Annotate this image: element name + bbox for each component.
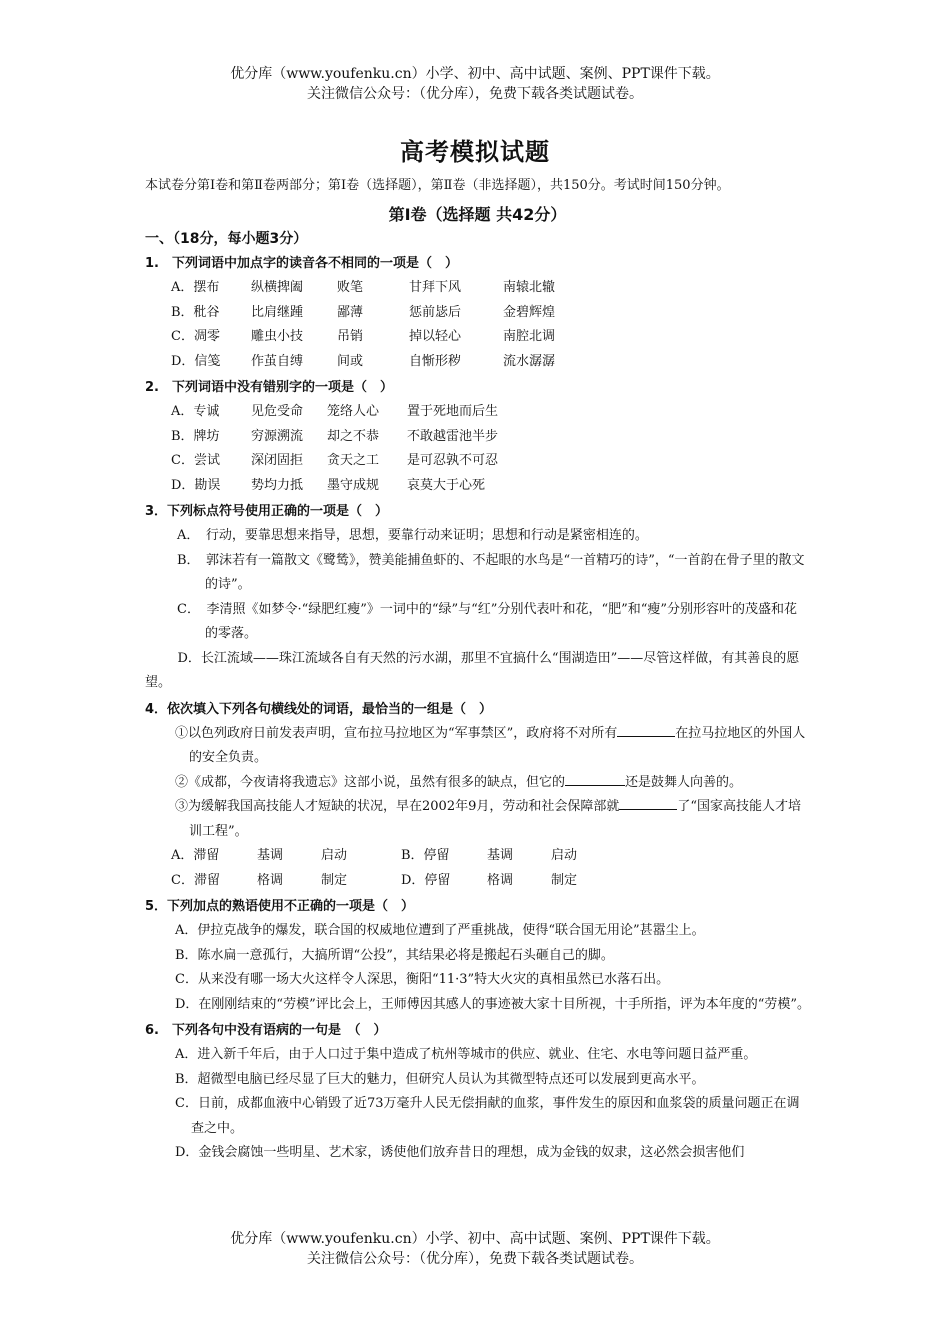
q1-option-b <box>145 301 810 326</box>
q1-cell: D．信笺 <box>171 353 221 369</box>
q4-choice-cell: 制定 <box>551 872 578 888</box>
q4-choice-cell: 启动 <box>321 848 348 863</box>
q2-cell: 是可忍孰不可忍 <box>407 453 499 468</box>
q2-option-a <box>145 400 810 425</box>
q1-cell: 南腔北调 <box>503 329 556 344</box>
q1-cell: 流水潺潺 <box>503 353 556 369</box>
q1-option-a <box>145 276 810 301</box>
header-line-2: 关注微信公众号：（优分库），免费下载各类试题试卷。 <box>307 86 643 102</box>
q5-option-d: D．在刚刚结束的“劳模”评比会上，王师傅因其感人的事迹被大家十目所视，十手所指，评为本年度的“劳模”。 <box>175 996 811 1012</box>
header-line-1: 优分库（www.youfenku.cn）小学、初中、高中试题、案例、PPT课件下载。 <box>230 66 720 82</box>
question-6-stem: 6. 下列各句中没有语病的一句是 （ ） <box>145 1023 387 1038</box>
section-heading: 一、（18分，每小题3分） <box>145 231 308 247</box>
q3-option-a: A． 行动，要靠思想来指导，思想，要靠行动来证明；思想和行动是紧密相连的。 <box>177 528 648 543</box>
q4-s2-after: 还是鼓舞人向善的。 <box>625 774 743 790</box>
q1-cell: 南辕北辙 <box>503 280 556 295</box>
q4-choice-cell: C．滞留 <box>171 872 220 888</box>
question-1-stem: 1. 下列词语中加点字的读音各不相同的一项是（ ） <box>145 256 458 271</box>
q4-s1-after: 在拉马拉地区的外国人的安全负责。 <box>189 725 806 765</box>
q2-cell: A．专诚 <box>171 404 220 419</box>
q1-cell: 纵横捭阖 <box>251 280 304 295</box>
q4-choice-cell: 制定 <box>321 872 348 888</box>
q2-cell: B．牌坊 <box>171 428 220 444</box>
header-banner <box>0 64 950 104</box>
q4-s1-before: ①以色列政府日前发表声明，宣布拉马拉地区为“军事禁区”，政府将不对所有 <box>175 725 618 741</box>
q1-option-c <box>145 325 810 350</box>
q4-sentence-3 <box>145 795 810 844</box>
q1-cell: 惩前毖后 <box>409 304 462 320</box>
q2-cell: 贪天之工 <box>327 453 380 468</box>
q1-cell: 吊销 <box>337 329 364 344</box>
exam-intro: 本试卷分第Ⅰ卷和第Ⅱ卷两部分；第Ⅰ卷（选择题），第Ⅱ卷（非选择题），共150分。考试时间150分钟。 <box>145 178 730 193</box>
q6-option-b: B．超微型电脑已经尽显了巨大的魅力，但研究人员认为其微型特点还可以发展到更高水平。 <box>175 1071 705 1087</box>
q6-option-c: C．日前，成都血液中心销毁了近73万毫升人民无偿捐献的血浆，事件发生的原因和血浆袋的质量问题正在调查之中。 <box>175 1096 800 1136</box>
q4-choices-cd <box>145 869 810 894</box>
q4-choice-cell: 基调 <box>487 848 514 863</box>
q4-choice-cell: 格调 <box>257 872 284 888</box>
q2-cell: 见危受命 <box>251 404 304 419</box>
q1-cell: 雕虫小技 <box>251 329 304 344</box>
q4-choice-cell: B．停留 <box>401 848 450 863</box>
q2-cell: C．尝试 <box>171 453 220 468</box>
q1-cell: 掉以轻心 <box>409 329 462 344</box>
q1-cell: 败笔 <box>337 280 364 295</box>
q1-cell: C．凋零 <box>171 329 220 344</box>
q1-cell: 金碧辉煌 <box>503 304 556 320</box>
footer-banner <box>0 1229 950 1269</box>
exam-title: 高考模拟试题 <box>400 138 550 166</box>
q2-cell: 势均力抵 <box>251 477 304 493</box>
q1-cell: B．秕谷 <box>171 304 220 320</box>
exam-content <box>145 174 810 1166</box>
blank-line <box>617 722 675 737</box>
question-2-stem: 2. 下列词语中没有错别字的一项是（ ） <box>145 380 393 395</box>
q3-option-d: D．长江流域——珠江流域各自有天然的污水湖，那里不宜搞什么“围湖造田”——尽管这样做，有其善良的愿望。 <box>145 650 800 690</box>
q1-cell: 作茧自缚 <box>251 353 304 369</box>
q1-cell: 甘拜下风 <box>409 280 462 295</box>
q1-cell: 比肩继踵 <box>251 304 304 320</box>
q4-s2-before: ②《成都，今夜请将我遗忘》这部小说，虽然有很多的缺点，但它的 <box>175 774 566 790</box>
q6-option-a: A．进入新千年后，由于人口过于集中造成了杭州等城市的供应、就业、住宅、水电等问题日益严重。 <box>175 1047 757 1062</box>
q2-cell: 穷源溯流 <box>251 428 304 444</box>
q4-choice-cell: D．停留 <box>401 872 451 888</box>
footer-line-1: 优分库（www.youfenku.cn）小学、初中、高中试题、案例、PPT课件下载。 <box>230 1231 720 1247</box>
q4-s3-before: ③为缓解我国高技能人才短缺的状况，早在2002年9月，劳动和社会保障部就 <box>175 799 620 814</box>
q2-cell: 笼络人心 <box>327 404 380 419</box>
q1-cell: 鄙薄 <box>337 304 364 320</box>
q4-choice-cell: 格调 <box>487 872 514 888</box>
q6-option-d: D．金钱会腐蚀一些明星、艺术家，诱使他们放弃昔日的理想，成为金钱的奴隶，这必然会损害他们 <box>175 1145 745 1160</box>
q4-sentence-2 <box>145 771 810 796</box>
part-heading: 第Ⅰ卷（选择题 共42分） <box>388 205 567 224</box>
question-4-stem: 4．依次填入下列各句横线处的词语，最恰当的一组是（ ） <box>145 701 493 717</box>
q2-option-c <box>145 449 810 474</box>
question-5-stem: 5．下列加点的熟语使用不正确的一项是（ ） <box>145 899 415 914</box>
q3-option-b: B． 郭沫若有一篇散文《鹭鸶》，赞美能捕鱼虾的、不起眼的水鸟是“一首精巧的诗”，“一首韵在骨子里的散文的诗”。 <box>177 552 805 592</box>
blank-line <box>619 795 677 810</box>
q1-cell: 间或 <box>337 353 364 369</box>
q2-cell: 深闭固拒 <box>251 453 304 468</box>
q4-s3-after: 了“国家高技能人才培训工程”。 <box>189 799 802 839</box>
q5-option-b: B．陈水扁一意孤行，大搞所谓“公投”，其结果必将是搬起石头砸自己的脚。 <box>175 947 614 963</box>
q2-option-b <box>145 425 810 450</box>
q2-cell: 墨守成规 <box>327 477 380 493</box>
q3-option-c: C． 李清照《如梦令·“绿肥红瘦”》一词中的“绿”与“红”分别代表叶和花，“肥”和“瘦”分别形容叶的茂盛和花的零落。 <box>177 601 798 641</box>
footer-line-2: 关注微信公众号：（优分库），免费下载各类试题试卷。 <box>307 1251 643 1267</box>
q2-cell: 置于死地而后生 <box>407 404 499 419</box>
q4-choices-ab <box>145 844 810 869</box>
q1-option-d <box>145 350 810 375</box>
q2-cell: D．勘误 <box>171 477 221 493</box>
q4-choice-cell: A．滞留 <box>171 848 220 863</box>
q5-option-c: C．从来没有哪一场大火这样令人深思，衡阳“11·3”特大火灾的真相虽然已水落石出。 <box>175 972 670 987</box>
q2-option-d <box>145 474 810 499</box>
blank-line <box>565 771 625 786</box>
q1-cell: A．摆布 <box>171 280 220 295</box>
question-3-stem: 3．下列标点符号使用正确的一项是（ ） <box>145 504 389 519</box>
q2-cell: 却之不恭 <box>327 428 380 444</box>
q5-option-a: A．伊拉克战争的爆发，联合国的权威地位遭到了严重挑战，使得“联合国无用论”甚嚣尘上。 <box>175 923 705 938</box>
q2-cell: 不敢越雷池半步 <box>407 428 499 444</box>
q1-cell: 自惭形秽 <box>409 353 462 369</box>
q4-choice-cell: 基调 <box>257 848 284 863</box>
q4-choice-cell: 启动 <box>551 848 578 863</box>
q4-sentence-1 <box>145 722 810 771</box>
q2-cell: 哀莫大于心死 <box>407 477 486 493</box>
